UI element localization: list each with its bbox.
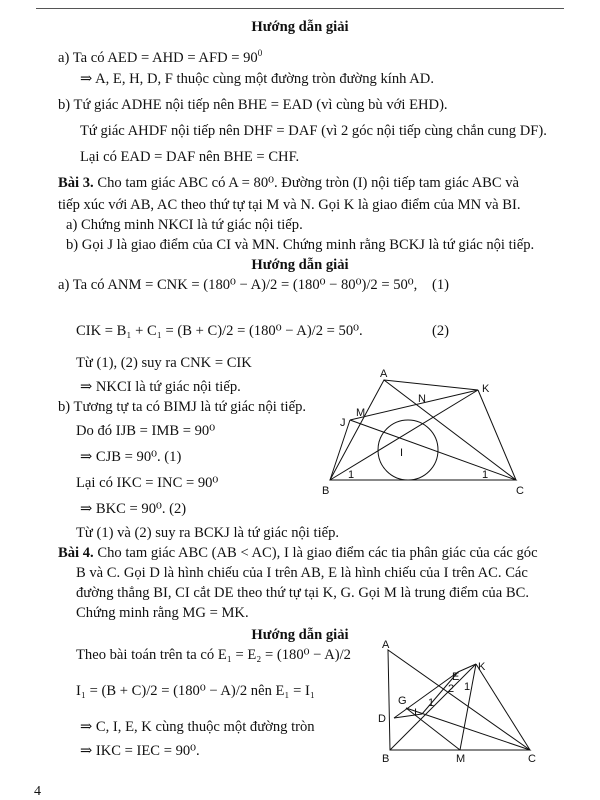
bai3-solution-b-4: Lại có IKC = INC = 90⁰ bbox=[76, 475, 219, 491]
line-kc bbox=[478, 390, 516, 480]
bai3-statement-4: b) Gọi J là giao điểm của CI và MN. Chứng minh rằng BCKJ là tứ giác nội tiếp. bbox=[66, 237, 535, 253]
bai4-statement-3: đường thẳng BI, CI cắt DE theo thứ tự tại K, G. Gọi M là trung điểm của BC. bbox=[76, 585, 529, 601]
angle-e1-label: 1 bbox=[464, 681, 471, 693]
bai4-solution-3: ⇒ C, I, E, K cùng thuộc một đường tròn bbox=[80, 719, 315, 735]
label-a-2: A bbox=[382, 639, 390, 651]
label-e: E bbox=[452, 671, 460, 683]
figure-bai3 bbox=[320, 368, 530, 498]
bai4-statement-4: Chứng minh rằng MG = MK. bbox=[76, 605, 249, 621]
label-c: C bbox=[516, 485, 524, 497]
solution-b-line-3: Lại có EAD = DAF nên BHE = CHF. bbox=[80, 149, 300, 165]
label-k-2: K bbox=[478, 661, 486, 673]
line-cj bbox=[350, 420, 516, 480]
heading-huong-dan-giai-2: Hướng dẫn giải bbox=[251, 257, 349, 273]
label-n: N bbox=[418, 393, 426, 405]
label-c-2: C bbox=[528, 753, 536, 765]
line-cg bbox=[406, 708, 530, 750]
bai3-solution-a-2: CIK = B₁ + C₁ = (B + C)/2 = (180⁰ − A)/2 = 50⁰. bbox=[76, 323, 363, 339]
heading-huong-dan-giai-3: Hướng dẫn giải bbox=[251, 627, 349, 643]
label-m: M bbox=[356, 407, 366, 419]
solution-b-line-2: Tứ giác AHDF nội tiếp nên DHF = DAF (vì 2 góc nội tiếp cùng chắn cung DF). bbox=[80, 123, 547, 139]
bai4-statement-2: B và C. Gọi D là hình chiếu của I trên AB, E là hình chiếu của I trên AC. Các bbox=[76, 565, 528, 581]
angle-c1-label: 1 bbox=[482, 469, 489, 481]
label-b-2: B bbox=[382, 753, 390, 765]
label-b: B bbox=[322, 485, 330, 497]
line-jk bbox=[350, 390, 478, 420]
label-i: I bbox=[400, 447, 404, 459]
equation-tag-1: (1) bbox=[432, 277, 450, 293]
bai3-solution-b-6: Từ (1) và (2) suy ra BCKJ là tứ giác nội tiếp. bbox=[76, 525, 340, 541]
solution-a-line-2: ⇒ A, E, H, D, F thuộc cùng một đường tròn đường kính AD. bbox=[80, 71, 434, 87]
equation-tag-2: (2) bbox=[432, 323, 450, 339]
bai3-solution-b-1: b) Tương tự ta có BIMJ là tứ giác nội tiếp. bbox=[58, 399, 307, 415]
label-g: G bbox=[398, 695, 407, 707]
line-bj bbox=[330, 420, 350, 480]
bai4-solution-1: Theo bài toán trên ta có E₁ = E₂ = (180⁰ − A)/2 bbox=[76, 647, 351, 663]
label-d: D bbox=[378, 713, 386, 725]
angle-e2-label: 2 bbox=[448, 683, 455, 695]
figure-bai4 bbox=[372, 636, 552, 766]
page-number: 4 bbox=[34, 784, 41, 799]
angle-b1-label: 1 bbox=[348, 469, 355, 481]
bai4-statement-1: Bài 4. Cho tam giác ABC (AB < AC), I là giao điểm các tia phân giác của các góc bbox=[58, 545, 538, 561]
bai3-solution-b-3: ⇒ CJB = 90⁰. (1) bbox=[80, 449, 182, 465]
bai3-statement-1: Bài 3. Cho tam giác ABC có A = 80⁰. Đường tròn (I) nội tiếp tam giác ABC và bbox=[58, 175, 520, 191]
label-a: A bbox=[380, 368, 388, 380]
bai4-solution-4: ⇒ IKC = IEC = 90⁰. bbox=[80, 743, 200, 759]
bai3-solution-b-5: ⇒ BKC = 90⁰. (2) bbox=[80, 501, 187, 517]
bai3-solution-b-2: Do đó IJB = IMB = 90⁰ bbox=[76, 423, 216, 439]
bai3-statement-3: a) Chứng minh NKCI là tứ giác nội tiếp. bbox=[66, 217, 303, 233]
label-m-2: M bbox=[456, 753, 466, 765]
label-i-2: I bbox=[414, 707, 418, 719]
top-rule bbox=[36, 8, 564, 9]
bai3-statement-2: tiếp xúc với AB, AC theo thứ tự tại M và N. Gọi K là giao điểm của MN và BI. bbox=[58, 197, 521, 213]
triangle-abc-2 bbox=[388, 650, 530, 750]
solution-a-line-1: a) Ta có AED = AHD = AFD = $90^0$ bbox=[58, 48, 263, 66]
incircle-i bbox=[378, 420, 438, 480]
angle-i1-label: 1 bbox=[428, 697, 435, 709]
label-j: J bbox=[340, 417, 346, 429]
solution-b-line-1: b) Tứ giác ADHE nội tiếp nên BHE = EAD (vì cùng bù với EHD). bbox=[58, 97, 448, 113]
bai3-solution-a-4: ⇒ NKCI là tứ giác nội tiếp. bbox=[80, 379, 241, 395]
bai4-solution-2: I₁ = (B + C)/2 = (180⁰ − A)/2 nên E₁ = I₁ bbox=[76, 683, 315, 699]
heading-huong-dan-giai-1: Hướng dẫn giải bbox=[251, 19, 349, 35]
label-k: K bbox=[482, 383, 490, 395]
bai3-solution-a-3: Từ (1), (2) suy ra CNK = CIK bbox=[76, 355, 252, 371]
line-kc-2 bbox=[476, 664, 530, 750]
line-ak bbox=[384, 380, 478, 390]
bai3-solution-a-1: a) Ta có ANM = CNK = (180⁰ − A)/2 = (180⁰ − 80⁰)/2 = 50⁰, bbox=[58, 277, 418, 293]
line-ek bbox=[458, 664, 476, 672]
